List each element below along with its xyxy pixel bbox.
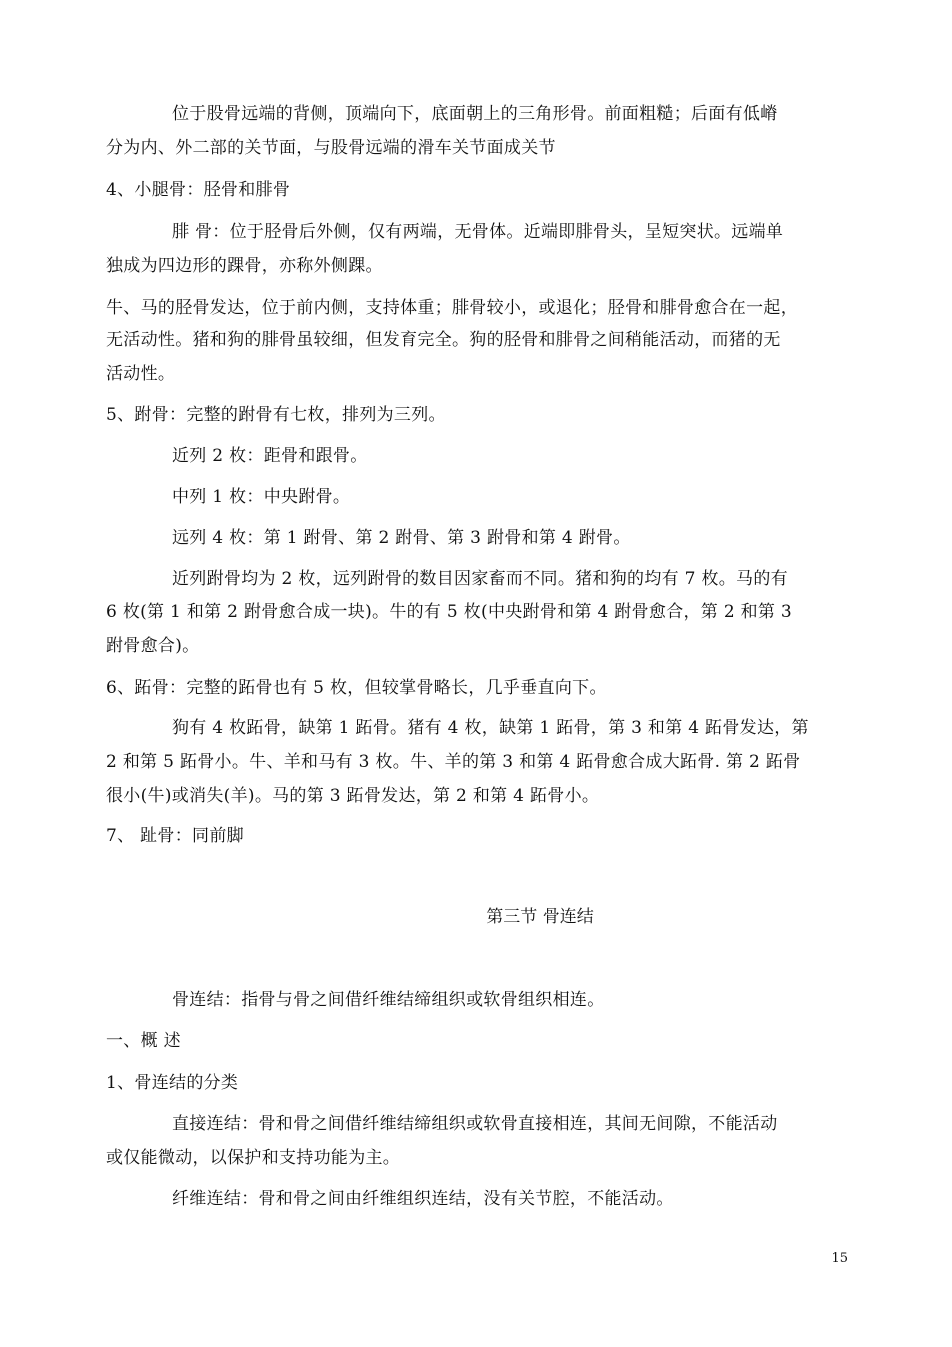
text-line: 远列 4 枚：第 1 跗骨、第 2 跗骨、第 3 跗骨和第 4 跗骨。: [172, 528, 631, 548]
subheading-phalanges: 7、 趾骨：同前脚: [106, 826, 244, 846]
text-line: 直接连结：骨和骨之间借纤维结缔组织或软骨直接相连，其间无间隙，不能活动: [172, 1114, 778, 1134]
text-line: 活动性。: [106, 364, 176, 384]
text-line: 或仅能微动，以保护和支持功能为主。: [106, 1148, 401, 1168]
text-line: 近列 2 枚：距骨和跟骨。: [172, 446, 368, 466]
text-line: 中列 1 枚：中央跗骨。: [172, 487, 351, 507]
text-line: 6 枚(第 1 和第 2 跗骨愈合成一块)。牛的有 5 枚(中央跗骨和第 4 跗骨愈合，第 2 和第 3: [106, 602, 793, 622]
subheading-overview: 一、概 述: [106, 1031, 181, 1051]
subheading-classification: 1、骨连结的分类: [106, 1073, 239, 1093]
section-heading: 第三节 骨连结: [486, 907, 594, 927]
subheading-tibia-fibula: 4、小腿骨：胫骨和腓骨: [106, 180, 291, 200]
text-line: 跗骨愈合)。: [106, 636, 200, 656]
text-line: 骨连结：指骨与骨之间借纤维结缔组织或软骨组织相连。: [172, 990, 605, 1010]
subheading-metatarsal: 6、跖骨：完整的跖骨也有 5 枚，但较掌骨略长，几乎垂直向下。: [106, 678, 607, 698]
text-line: 位于股骨远端的背侧，顶端向下，底面朝上的三角形骨。前面粗糙；后面有低嵴: [172, 104, 778, 124]
subheading-tarsal: 5、跗骨：完整的跗骨有七枚，排列为三列。: [106, 405, 446, 425]
text-line: 分为内、外二部的关节面，与股骨远端的滑车关节面成关节: [106, 138, 556, 158]
text-line: 2 和第 5 跖骨小。牛、羊和马有 3 枚。牛、羊的第 3 和第 4 跖骨愈合成大跖骨. 第 2 跖骨: [106, 752, 801, 772]
text-line: 无活动性。猪和狗的腓骨虽较细，但发育完全。狗的胫骨和腓骨之间稍能活动，而猪的无: [106, 330, 781, 350]
text-line: 狗有 4 枚跖骨，缺第 1 跖骨。猪有 4 枚，缺第 1 跖骨，第 3 和第 4 跖骨发达，第: [172, 718, 809, 738]
text-line: 近列跗骨均为 2 枚，远列跗骨的数目因家畜而不同。猪和狗的均有 7 枚。马的有: [172, 569, 788, 589]
text-line: 独成为四边形的踝骨，亦称外侧踝。: [106, 256, 383, 276]
text-line: 牛、马的胫骨发达，位于前内侧，支持体重；腓骨较小，或退化；胫骨和腓骨愈合在一起，: [106, 298, 798, 318]
text-line: 腓 骨：位于胫骨后外侧，仅有两端，无骨体。近端即腓骨头，呈短突状。远端单: [172, 222, 784, 242]
text-line: 纤维连结：骨和骨之间由纤维组织连结，没有关节腔，不能活动。: [172, 1189, 674, 1209]
text-line: 很小(牛)或消失(羊)。马的第 3 跖骨发达，第 2 和第 4 跖骨小。: [106, 786, 600, 806]
page-number: 15: [831, 1251, 848, 1266]
